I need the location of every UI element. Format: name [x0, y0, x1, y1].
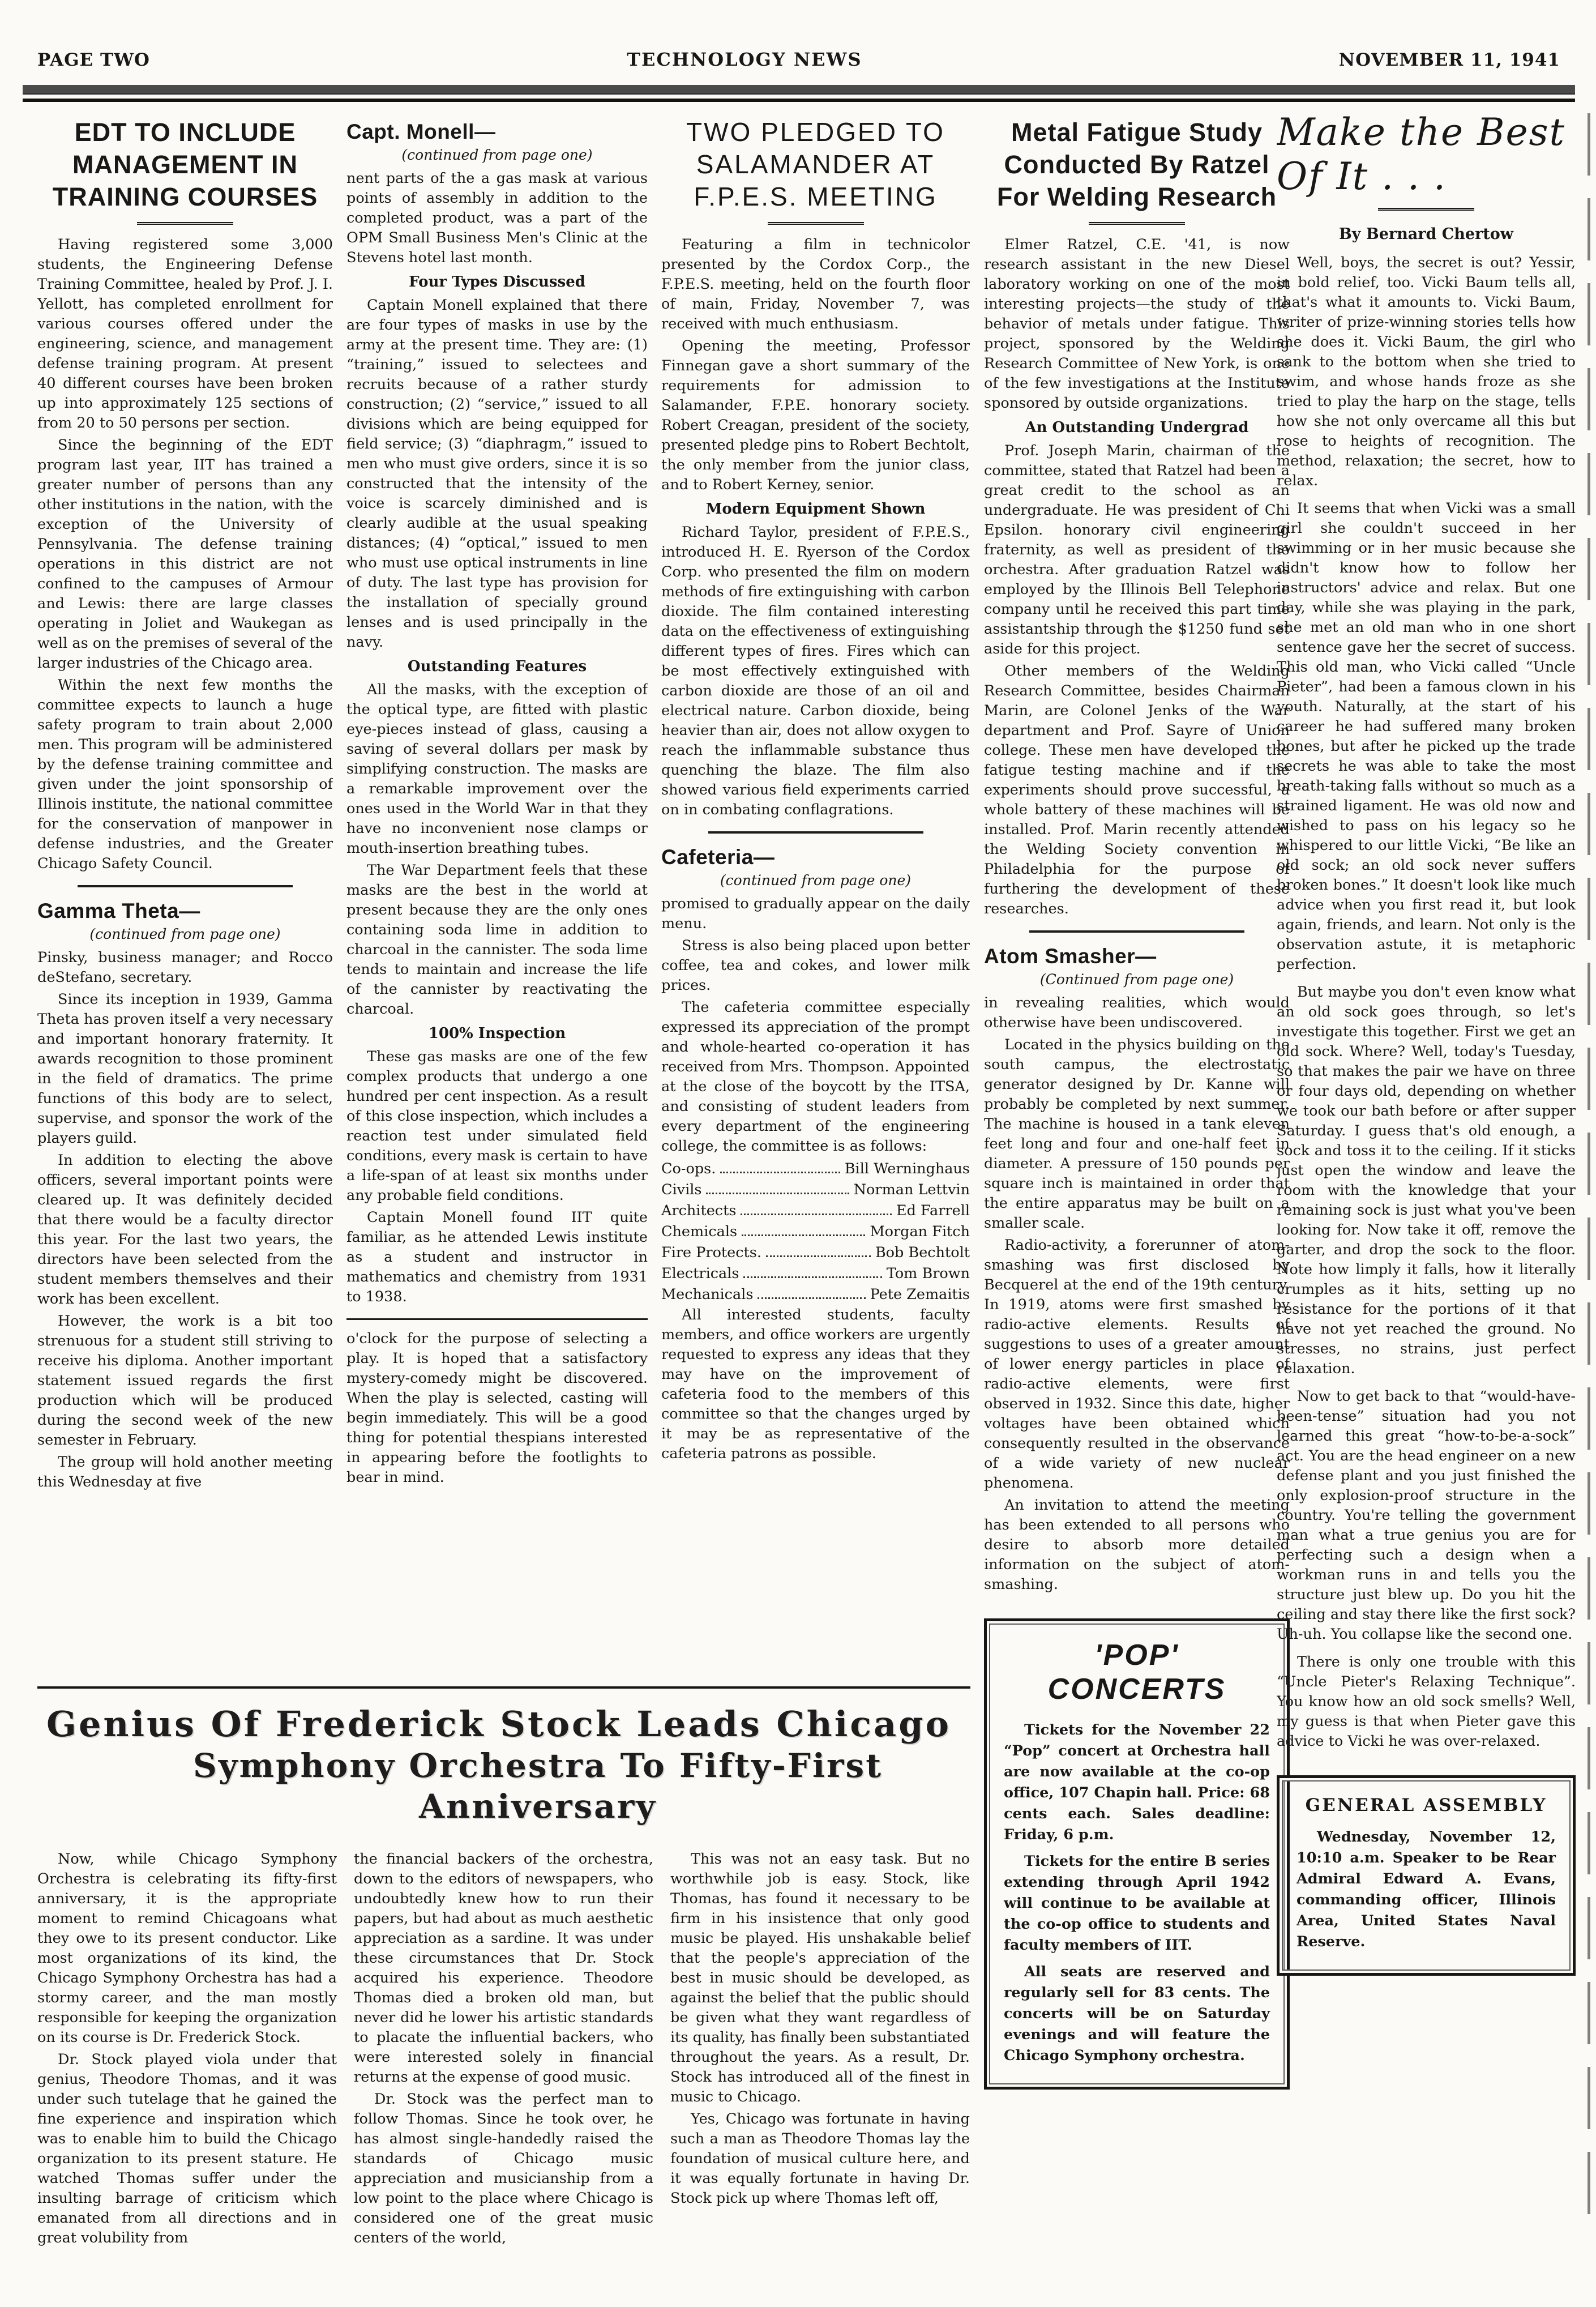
subhead-modern-equipment: Modern Equipment Shown	[705, 501, 926, 518]
divider	[78, 885, 293, 887]
article-cafeteria-close	[661, 1305, 970, 1464]
banner-column-c	[670, 1849, 970, 2250]
paragraph: In addition to electing the above officers, several important points were cleared up. It was definitely decided that there would be a faculty director this year. For the last two years, the directors have been selected from the student members themselves and their work has been excellent.	[37, 1152, 333, 1308]
paragraph: An invitation to attend the meeting has been extended to all persons who desire to absorb more detailed information on the subject of atom-smashing.	[984, 1497, 1290, 1593]
pop-concerts-body	[1004, 1720, 1270, 2066]
committee-name: Pete Zemaitis	[870, 1286, 970, 1303]
committee-dept: Electricals	[661, 1265, 739, 1282]
feature-title: Make the Best Of It . . .	[1277, 116, 1565, 198]
article-fatigue-title: Metal Fatigue Study Conducted By Ratzel For Welding Research	[996, 118, 1277, 211]
gamma-theta-continuation	[346, 1329, 648, 1488]
committee-dept: Architects	[661, 1202, 737, 1219]
committee-row	[661, 1180, 970, 1201]
continued-note: (continued from page one)	[401, 147, 593, 163]
paragraph: All seats are reserved and regularly sell for 83 cents. The concerts will be on Saturday evenings and will feature the Chicago Symphony orchestra.	[1004, 1963, 1270, 2064]
column-4	[984, 116, 1290, 2285]
committee-row	[661, 1242, 970, 1263]
paragraph: All interested students, faculty members, and office workers are urgently requested to express any ideas that they may have on the improvement of cafeteria food to the members of this committee so that the changes urged by it may be as representative of the cafeteria patrons as possible.	[661, 1306, 970, 1462]
divider	[346, 1318, 648, 1320]
article-gamma-theta-title: Gamma Theta—	[37, 899, 200, 922]
paper-title: TECHNOLOGY NEWS	[627, 49, 862, 70]
banner-article	[37, 1686, 970, 2250]
committee-row	[661, 1221, 970, 1242]
committee-name: Norman Lettvin	[853, 1181, 970, 1198]
issue-date: NOVEMBER 11, 1941	[1338, 50, 1560, 70]
subhead-outstanding-undergrad: An Outstanding Undergrad	[1025, 419, 1249, 436]
article-fatigue-body	[984, 235, 1290, 919]
pop-concerts-box	[984, 1618, 1290, 2090]
committee-row	[661, 1201, 970, 1221]
feature-body	[1277, 253, 1576, 1751]
committee-row	[661, 1284, 970, 1305]
paragraph: There is only one trouble with this “Uncle Pieter's Relaxing Technique”. You know how an old sock smells? Well, my guess is that when Pieter gave this advice to Vicki he was over-relaxed.	[1277, 1654, 1576, 1750]
paragraph: Having registered some 3,000 students, the Engineering Defense Training Committee, healed by Prof. J. I. Yellott, has completed enrollment for various courses offered under the engineering, science, and management defense training program. At present 40 different courses have been broken up into approximately 125 sections of from 20 to 50 persons per section.	[37, 236, 333, 432]
subhead-outstanding-features: Outstanding Features	[407, 658, 587, 675]
paragraph: Tickets for the November 22 “Pop” concert at Orchestra hall are now available at the co-op office, 107 Chapin hall. Price: 68 cents each. Sales deadline: Friday, 6 p.m.	[1004, 1721, 1270, 1843]
article-gamma-theta-body	[37, 948, 333, 1492]
article-cafeteria-body	[661, 894, 970, 1156]
paragraph: However, the work is a bit too strenuous for a student still striving to receive his diploma. Another important statement issued regards the first production which will be produced during the second week of the new semester in February.	[37, 1313, 333, 1449]
paragraph: nent parts of the a gas mask at various points of assembly in addition to the completed product, was a part of the OPM Small Business Men's Clinic at the Stevens hotel last month.	[346, 170, 648, 266]
paragraph: o'clock for the purpose of selecting a play. It is hoped that a satisfactory mystery-comedy might be discovered. When the play is selected, casting will begin immediately. This will be a good thing for potential thespians interested in appearing before the footlights to bear in mind.	[346, 1330, 648, 1486]
article-edt-body	[37, 235, 333, 874]
general-assembly-title: GENERAL ASSEMBLY	[1305, 1795, 1547, 1815]
paragraph: Since its inception in 1939, Gamma Theta has proven itself a very necessary and important honorary fraternity. It awards recognition to those prominent in the field of dramatics. The prime functions of this body are to select, supervise, and sponsor the work of the players guild.	[37, 991, 333, 1147]
committee-name: Bob Bechtolt	[875, 1244, 970, 1261]
committee-name: Ed Farrell	[896, 1202, 970, 1219]
article-edt-title: EDT TO INCLUDE MANAGEMENT IN TRAINING COURSES	[52, 118, 318, 211]
general-assembly-box	[1277, 1775, 1576, 1976]
paragraph: This was not an easy task. But no worthwhile job is easy. Stock, like Thomas, has found it necessary to be firm in his insistence that only good music be played. His unshakable belief that the people's appreciation of the best in music should be developed, as against the belief that the public should be given what they want regardless of its quality, has finally been substantiated throughout the years. As a result, Dr. Stock has introduced all of the finest in music to Chicago.	[670, 1851, 970, 2105]
banner-columns	[37, 1849, 970, 2250]
paragraph: Captain Monell found IIT quite familiar, as he attended Lewis institute as a student and instructor in mathematics and chemistry from 1931 to 1938.	[346, 1209, 648, 1305]
paragraph: Elmer Ratzel, C.E. '41, is now research assistant in the new Diesel laboratory working on one of the most interesting projects—the study of the behavior of metals under fatigue. This project, sponsored by the Welding Research Committee of New York, is one of the few investigations at the Institute sponsored by outside organizations.	[984, 236, 1290, 412]
committee-dept: Co-ops.	[661, 1160, 716, 1177]
dot-leader	[742, 1234, 865, 1236]
paragraph: Now, while Chicago Symphony Orchestra is celebrating its fifty-first anniversary, it is the appropriate moment to remind Chicagoans what they owe to its present conductor. Like most organizations of its kind, the Chicago Symphony Orchestra has had a stormy career, and the man mostly responsible for keeping the organization on its course is Dr. Frederick Stock.	[37, 1851, 337, 2046]
column-2	[346, 116, 648, 1676]
dot-leader	[758, 1297, 865, 1299]
paragraph: Since the beginning of the EDT program last year, IIT has trained a greater number of persons than any other institutions in the nation, with the exception of the University of Pennsylvania. The defense training operations in this district are not confined to the campuses of Armour and Lewis: there are large classes operating in Joliet and Waukegan as well as on the premises of several of the larger industries of the Chicago area.	[37, 437, 333, 672]
paragraph: Featuring a film in technicolor presented by the Cordox Corp., the F.P.E.S. meeting, held on the fourth floor of main, Friday, November 7, was received with much enthusiasm.	[661, 236, 970, 332]
paragraph: Radio-activity, a forerunner of atom-smashing was first disclosed by Becquerel at the end of the 19th century. In 1919, atoms were first smashed by radio-active elements. Results of suggestions to uses of a greater amount of lower energy particles in place of radio-active elements, were first observed in 1932. Since this date, higher voltages have been obtained which consequently resulted in the observance of a wide variety of new nuclear phenomena.	[984, 1237, 1290, 1492]
paragraph: Other members of the Welding Research Committee, besides Chairman Marin, are Colonel Jenks of the War department and Prof. Sayre of Union college. These men have developed the fatigue testing machine and if the experiments should prove successful, a whole battery of these machines will be installed. Prof. Marin recently attended the Welding Society convention in Philadelphia for the purpose of furthering the development of these researches.	[984, 663, 1290, 917]
committee-name: Bill Werninghaus	[844, 1160, 970, 1177]
banner-column-b	[354, 1849, 653, 2250]
paragraph: The War Department feels that these masks are the best in the world at present because they are the only ones containing soda lime in addition to charcoal in the cannister. The soda lime tends to maintain and increase the life of the cannister by reactivating the charcoal.	[346, 862, 648, 1018]
paragraph: promised to gradually appear on the daily menu.	[661, 895, 970, 932]
committee-list	[661, 1159, 970, 1305]
paragraph: the financial backers of the orchestra, down to the editors of newspapers, who undoubtedly knew how to run their papers, but had about as much aesthetic appreciation as a sardine. It was under these circumstances that Dr. Stock acquired his experience. Theodore Thomas died a broken old man, but never did he lower his artistic standards to placate the influential backers, who were interested solely in financial returns at the expense of good music.	[354, 1851, 653, 2086]
dot-leader	[720, 1172, 840, 1173]
committee-dept: Chemicals	[661, 1223, 738, 1240]
paragraph: Pinsky, business manager; and Rocco deStefano, secretary.	[37, 949, 333, 986]
article-atom-smasher-title: Atom Smasher—	[984, 945, 1157, 968]
paragraph: Prof. Joseph Marin, chairman of the committee, stated that Ratzel had been a great credit to the school as an undergraduate. He was president of Chi Epsilon. honorary civil engineering fraternity, as well as president of the orchestra. After graduation Ratzel was employed by the Illinois Bell Telephone company until he received this part time assistantship through the $1250 fund set aside for this project.	[984, 442, 1290, 657]
committee-dept: Mechanicals	[661, 1286, 754, 1303]
article-salamander-body	[661, 235, 970, 820]
continued-note: (continued from page one)	[89, 926, 281, 942]
dot-leader	[766, 1255, 871, 1257]
masthead	[37, 49, 1560, 70]
article-cafeteria-title: Cafeteria—	[661, 845, 775, 869]
dot-leader	[741, 1214, 892, 1215]
paragraph: Dr. Stock played viola under that genius, Theodore Thomas, and it was under such tutelage that he gained the fine experience and inspiration which was to enable him to build the Chicago organization to its present stature. He watched Thomas suffer under the insulting barrage of criticism which emanated from all directions and in great volubility from	[37, 2051, 337, 2246]
committee-row	[661, 1263, 970, 1284]
dot-leader	[743, 1276, 882, 1278]
divider	[1378, 208, 1474, 211]
committee-name: Morgan Fitch	[870, 1223, 970, 1240]
paragraph: Dr. Stock was the perfect man to follow Thomas. Since he took over, he has almost single-handedly raised the standards of Chicago music appreciation and musicianship from a low point to the place where Chicago is considered one of the great music centers of the world,	[354, 2091, 653, 2246]
masthead-rule-thick	[23, 85, 1575, 93]
paragraph: Now to get back to that “would-have-been-tense” situation had you not learned this great “how-to-be-a-sock” act. You are the head engineer on a new defense plant and you just finished the only explosion-proof structure in the country. You're telling the government man what a true genius you are for perfecting such a design when a workman runs in and tells you the structure just blew up. Do you hit the ceiling and stay there like the first sock? Uh-uh. You collapse like the second one.	[1277, 1388, 1576, 1643]
divider	[37, 1686, 970, 1689]
divider	[708, 831, 923, 834]
paragraph: Tickets for the entire B series extending through April 1942 will continue to be available at the co-op office to students and faculty members of IIT.	[1004, 1853, 1270, 1954]
feature-byline: By Bernard Chertow	[1338, 225, 1513, 243]
column-3	[661, 116, 970, 1676]
article-atom-smasher-body	[984, 993, 1290, 1595]
paragraph: Stress is also being placed upon better coffee, tea and cokes, and lower milk prices.	[661, 937, 970, 994]
paragraph: Yes, Chicago was fortunate in having such a man as Theodore Thomas lay the foundation of musical culture here, and it was equally fortunate in having Dr. Stock pick up where Thomas left off,	[670, 2111, 970, 2207]
paragraph: These gas masks are one of the few complex products that undergo a one hundred per cent inspection. As a result of this close inspection, which includes a reaction test under simulated field conditions, every mask is certain to have a life-span of at least six months under any probable field conditions.	[346, 1048, 648, 1204]
banner-column-a	[37, 1849, 337, 2250]
page-number: PAGE TWO	[37, 50, 150, 70]
paragraph: in revealing realities, which would otherwise have been undiscovered.	[984, 994, 1290, 1031]
divider	[768, 222, 864, 225]
column-5	[1277, 116, 1576, 2285]
committee-name: Tom Brown	[886, 1265, 970, 1282]
committee-dept: Civils	[661, 1181, 702, 1198]
paragraph: Captain Monell explained that there are four types of masks in use by the army at the present time. They are: (1) “training,” issued to selectees and recruits because of a rather sturdy construction; (2) “service,” issued to all divisions which are being equipped for field service; (3) “diaphragm,” issued to men who must give orders, since it is so constructed that the intensity of the voice is scarcely diminished and is clearly audible at the usual speaking distances; (4) “optical,” issued to men who must use optical instruments in line of duty. The last type has provision for the installation of specially ground lenses and is used principally in the navy.	[346, 297, 648, 651]
scan-artifact-line	[1588, 113, 1590, 2220]
paragraph: Richard Taylor, president of F.P.E.S., introduced H. E. Ryerson of the Cordox Corp. who presented the film on modern methods of fire extinguishing with carbon dioxide. The film contained interesting data on the effectiveness of extinguishing different types of fires. Fires which can be most effectively extinguished with carbon dioxide are those of an oil and electrical nature. Carbon dioxide, being heavier than air, does not allow oxygen to reach the inflammable substance thus quenching the blaze. The film also showed various field experiments carried on in combating conflagrations.	[661, 524, 970, 818]
column-1	[37, 116, 333, 1676]
article-salamander-title: TWO PLEDGED TO SALAMANDER AT F.P.E.S. MEETING	[686, 117, 945, 211]
banner-headline-line2: Symphony Orchestra To Fifty-First Anniversary	[193, 1746, 883, 1826]
dot-leader	[706, 1193, 849, 1194]
paragraph: Well, boys, the secret is out? Yessir, in bold relief, too. Vicki Baum tells all, that's what it amounts to. Vicki Baum, writer of prize-winning stories tells how she does it. Vicki Baum, the girl who sank to the bottom when she tried to swim, and whose hands froze as she tried to play the harp on the stage, tells how she not only overcame all this but rose to heights of recognition. The method, relaxation; the secret, how to relax.	[1277, 254, 1576, 489]
paragraph: Within the next few months the committee expects to launch a huge safety program to train about 2,000 men. This program will be administered by the defense training committee and given under the joint sponsorship of Illinois institute, the national committee for the conservation of manpower in defense industries, and the Greater Chicago Safety Council.	[37, 677, 333, 872]
paragraph: It seems that when Vicki was a small girl she couldn't succeed in her swimming or in her music because she didn't know how to follow her instructors' advice and relax. But one day, while she was playing in the park, she met an old man who in one short sentence gave her the secret of success. This old man, who Vicki called “Uncle Pieter”, had been a famous clown in his youth. Naturally, at the start of his career he had suffered many broken bones, but after he picked up the trade secrets he was able to take the most breath-taking falls without so much as a strained ligament. He was old now and wished to pass on his legacy so he whispered to our little Vicki, “Be like an old sock; an old sock never suffers broken bones.” It doesn't look like much advice when you first read it, but look again, friends, and learn. Not only is the observation astute, it is metaphoric perfection.	[1277, 500, 1576, 973]
paragraph: Wednesday, November 12, 10:10 a.m. Speaker to be Rear Admiral Edward A. Evans, commanding officer, Illinois Area, United States Naval Reserve.	[1297, 1828, 1556, 1950]
general-assembly-body	[1297, 1827, 1556, 1953]
continued-note: (Continued from page one)	[1039, 971, 1234, 988]
paragraph: The cafeteria committee especially expressed its appreciation of the prompt and whole-hearted co-operation it has received from Mrs. Thompson. Appointed at the close of the boycott by the ITSA, and consisting of student leaders from every department of the engineering college, the committee is as follows:	[661, 999, 970, 1155]
article-capt-monell-body	[346, 169, 648, 1307]
paragraph: Opening the meeting, Professor Finnegan gave a short summary of the requirements for admission to Salamander, F.P.E. honorary society. Robert Creagan, president of the society, presented pledge pins to Robert Bechtolt, the only member from the junior class, and to Robert Kerney, senior.	[661, 337, 970, 493]
paragraph: All the masks, with the exception of the optical type, are fitted with plastic eye-pieces instead of glass, causing a saving of several dollars per mask by simplifying construction. The masks are a remarkable improvement over the ones used in the World War in that they have no inconvenient nose clamps or mouth-insertion breathing tubes.	[346, 681, 648, 857]
article-capt-monell-title: Capt. Monell—	[346, 120, 496, 143]
masthead-rule-thin	[23, 99, 1575, 102]
committee-dept: Fire Protects.	[661, 1244, 761, 1261]
banner-headline-line1: Genius Of Frederick Stock Leads Chicago	[46, 1703, 951, 1745]
divider	[1089, 222, 1185, 225]
subhead-inspection: 100% Inspection	[428, 1025, 566, 1042]
divider	[1029, 930, 1244, 933]
divider	[137, 222, 233, 225]
paragraph: Located in the physics building on the south campus, the electrostatic generator designed by Dr. Kanne will probably be completed by next summer. The machine is housed in a tank eleven feet long and four and one-half feet in diameter. A pressure of 150 pounds per square inch is maintained in order that the entire apparatus may be built on a smaller scale.	[984, 1036, 1290, 1232]
committee-row	[661, 1159, 970, 1180]
pop-concerts-title: 'POP' CONCERTS	[1047, 1639, 1226, 1706]
paragraph: But maybe you don't even know what an old sock goes through, so let's investigate this together. First we get an old sock. Where? Well, today's Tuesday, so that makes the pair we have on three or four days old, depending on whether we took our bath before or after supper Saturday. I guess that's old enough, a sock and toss it to the ceiling. If it sticks just open the window and leave the room with the knowledge that your remaining sock is just what you've been looking for. Now take it off, remove the garter, and drop the sock to the floor. Note how limply it falls, how it literally crumples as it hits, setting up no resistance for the portions of it that have not yet reached the ground. No stresses, no strains, just perfect relaxation.	[1277, 984, 1576, 1377]
paragraph: The group will hold another meeting this Wednesday at five	[37, 1454, 333, 1490]
continued-note: (continued from page one)	[720, 872, 912, 888]
subhead-four-types: Four Types Discussed	[409, 274, 585, 290]
